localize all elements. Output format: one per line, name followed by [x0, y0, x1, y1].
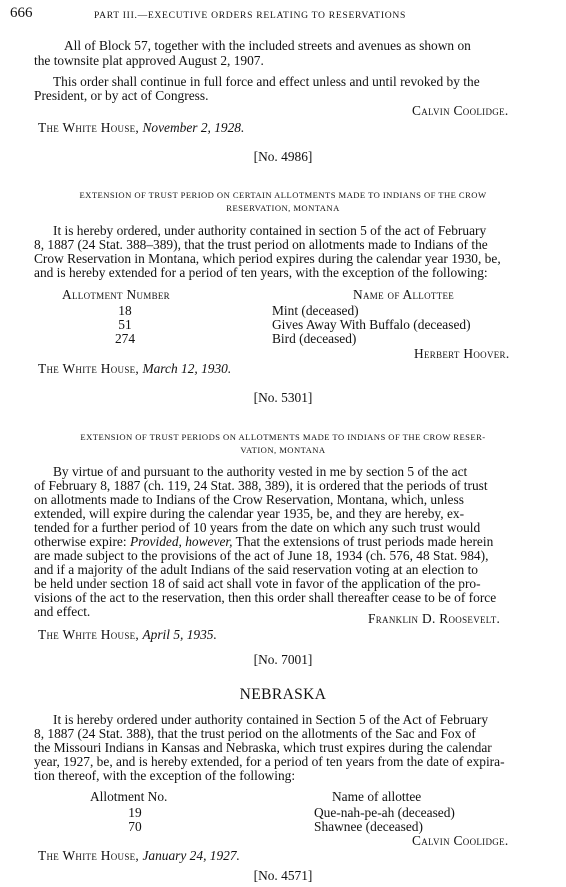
section4-place: The White House,	[38, 848, 140, 863]
section1-date: November 2, 1928.	[142, 120, 245, 135]
section4-body-line4: year, 1927, be, and is hereby extended, for a period of ten years from the date of expira-	[34, 754, 505, 769]
section2-body-line2: 8, 1887 (24 Stat. 388–389), that the trust period on allotments made to Indians of the	[34, 237, 488, 252]
section3-body-line6-start: otherwise expire:	[34, 534, 127, 549]
section1-para2-line2: President, or by act of Congress.	[34, 88, 209, 103]
section4-table-header-name: Name of allottee	[332, 789, 422, 804]
section3-body-line7: are made subject to the provisions of the act of June 18, 1934 (ch. 576, 48 Stat. 984),	[34, 548, 489, 563]
section3-order-number: [No. 7001]	[253, 652, 313, 667]
table-row-name: Bird (deceased)	[272, 331, 357, 346]
table-row-name: Que-nah-pe-ah (deceased)	[314, 805, 455, 820]
table-row-name: Mint (deceased)	[272, 303, 359, 318]
section4-body-line3: the Missouri Indians in Kansas and Nebraska, which trust expires during the calendar	[34, 740, 492, 755]
section3-body-line4: extended, will expire during the calendar year 1935, be, and they are hereby, ex-	[34, 506, 465, 521]
section3-place: The White House,	[38, 627, 140, 642]
section3-body-line11: and effect.	[34, 604, 91, 619]
section3-proviso: Provided, however,	[129, 534, 233, 549]
section1-para2-line1: This order shall continue in full force and effect unless and until revoked by the	[53, 74, 480, 89]
section3-body-line1: By virtue of and pursuant to the authority vested in me by section 5 of the act	[53, 464, 468, 479]
section4-order-number: [No. 4571]	[253, 868, 313, 883]
section3-body-line10: visions of the act to the reservation, then this order shall thereafter cease to be of force	[34, 590, 497, 605]
section1-para1-line1: All of Block 57, together with the included streets and avenues as shown on	[64, 38, 471, 53]
section4-title: NEBRASKA	[239, 686, 327, 703]
table-row-name: Gives Away With Buffalo (deceased)	[272, 317, 471, 332]
section2-table-header-number: Allotment Number	[62, 287, 170, 302]
section3-signature: Franklin D. Roosevelt.	[368, 611, 501, 626]
section2-body-line4: and is hereby extended for a period of ten years, with the exception of the following:	[34, 265, 488, 280]
table-row-number: 18	[118, 303, 132, 318]
section2-dateline	[38, 362, 231, 376]
table-row-number: 70	[128, 819, 142, 834]
section4-body-line5: tion thereof, with the exception of the following:	[34, 768, 296, 783]
section2-date: March 12, 1930.	[142, 361, 232, 376]
page-number: 666	[10, 5, 33, 21]
running-title: PART III.—EXECUTIVE ORDERS RELATING TO RESERVATIONS	[94, 10, 407, 21]
table-row-number: 274	[114, 331, 136, 346]
section1-signature: Calvin Coolidge.	[412, 103, 509, 118]
section1-order-number: [No. 4986]	[253, 149, 313, 164]
section4-body-line2: 8, 1887 (24 Stat. 388), that the trust period on the allotments of the Sac and Fox of	[34, 726, 476, 741]
section2-body-line1: It is hereby ordered, under authority contained in section 5 of the act of February	[53, 223, 487, 238]
table-row-name: Shawnee (deceased)	[314, 819, 423, 834]
section3-body-line8: and if a majority of the adult Indians of the said reservation voting at an election to	[34, 562, 478, 577]
section1-place: The White House,	[38, 120, 140, 135]
section2-heading-line1: EXTENSION OF TRUST PERIOD ON CERTAIN ALLOTMENTS MADE TO INDIANS OF THE CROW	[79, 190, 487, 200]
section3-heading-line1: EXTENSION OF TRUST PERIODS ON ALLOTMENTS MADE TO INDIANS OF THE CROW RESER-	[80, 432, 486, 442]
section3-body-line9: be held under section 18 of said act shall vote in favor of the application of the pro-	[34, 576, 481, 591]
section3-dateline	[38, 628, 217, 642]
section4-dateline	[38, 849, 240, 863]
section1-dateline	[38, 121, 244, 135]
section2-body-line3: Crow Reservation in Montana, which period expires during the calendar year 1930, be,	[34, 251, 501, 266]
section2-heading-line2: RESERVATION, MONTANA	[226, 203, 340, 213]
table-row-number: 51	[118, 317, 132, 332]
section1-para1-line2: the townsite plat approved August 2, 1907.	[34, 53, 264, 68]
section3-body-line6-end: That the extensions of trust periods made herein	[235, 534, 494, 549]
section4-table-header-number: Allotment No.	[90, 789, 168, 804]
section3-body-line5: tended for a further period of 10 years from the date on which any such trust would	[34, 520, 481, 535]
section2-table-header-name: Name of Allottee	[353, 287, 455, 302]
section4-signature: Calvin Coolidge.	[412, 833, 509, 848]
section3-date: April 5, 1935.	[142, 627, 217, 642]
section4-date: January 24, 1927.	[142, 848, 240, 863]
section2-order-number: [No. 5301]	[253, 390, 313, 405]
table-row-number: 19	[128, 805, 142, 820]
section3-body-line3: on allotments made to Indians of the Crow Reservation, Montana, which, unless	[34, 492, 464, 507]
section4-body-line1: It is hereby ordered under authority contained in Section 5 of the Act of February	[53, 712, 489, 727]
section2-signature: Herbert Hoover.	[414, 346, 510, 361]
section3-heading-line2: VATION, MONTANA	[240, 445, 326, 455]
section3-body-line2: of February 8, 1887 (ch. 119, 24 Stat. 388, 389), it is ordered that the periods of trust	[34, 478, 488, 493]
section2-place: The White House,	[38, 361, 140, 376]
